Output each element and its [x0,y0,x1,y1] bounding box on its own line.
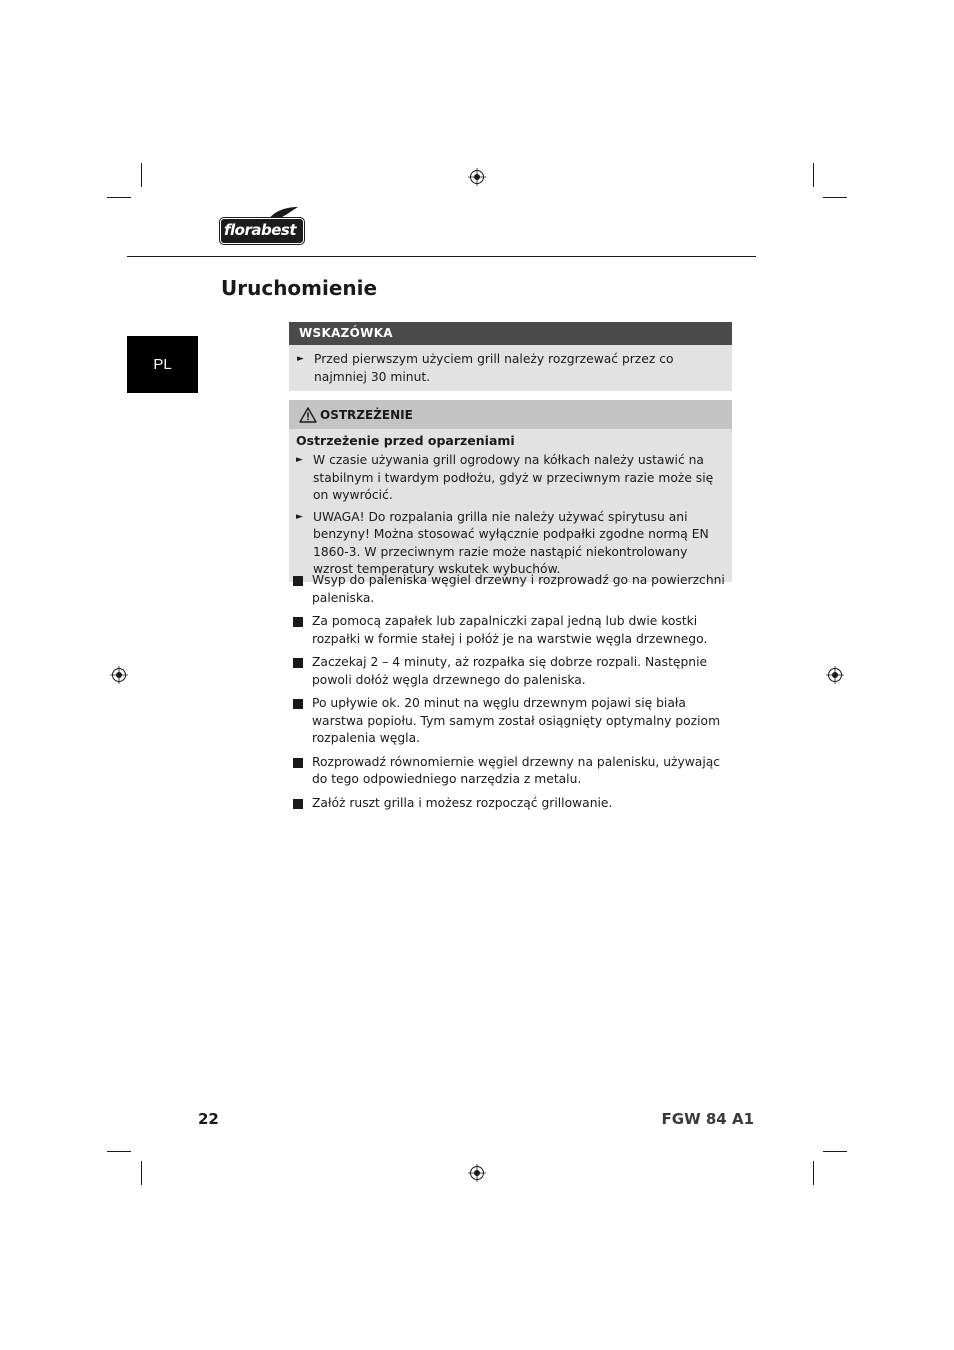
header-rule [127,256,756,257]
crop-mark-bottom-left-h [107,1151,131,1152]
step-text: Po upływie ok. 20 minut na węglu drzewnym pojawi się biała warstwa popiołu. Tym samym został osiągnięty optymalny poziom rozpalenia węgla. [312,696,721,745]
crop-mark-top-right-v [813,163,814,187]
page-number: 22 [198,1110,219,1128]
crop-mark-top-left-h [107,197,131,198]
warning-box [289,400,732,582]
warning-header [289,400,732,429]
model-number: FGW 84 A1 [661,1110,754,1128]
warning-item-text: W czasie używania grill ogrodowy na kółkach należy ustawić na stabilnym i twardym podłożu, gdyż w przeciwnym razie może się on wywrócić. [313,453,714,502]
crop-mark-top-right-h [823,197,847,198]
crop-mark-bottom-left-v [141,1161,142,1185]
square-bullet-icon [293,617,303,627]
warning-triangle-icon [299,407,317,423]
crop-mark-bottom-right-h [823,1151,847,1152]
step-item [292,795,737,813]
step-text: Załóż ruszt grilla i możesz rozpocząć grillowanie. [312,795,613,810]
note-item [297,351,724,386]
arrow-right-icon: ► [296,511,303,522]
step-item [292,695,737,748]
registration-mark-icon [468,168,486,186]
square-bullet-icon [293,758,303,768]
square-bullet-icon [293,699,303,709]
brand-logo [220,206,306,246]
registration-mark-icon [468,1164,486,1182]
step-text: Rozprowadź równomiernie węgiel drzewny na palenisku, używając do tego odpowiedniego narzędzia z metalu. [312,754,721,786]
step-text: Wsyp do paleniska węgiel drzewny i rozprowadź go na powierzchni paleniska. [312,573,725,605]
note-item-text: Przed pierwszym użyciem grill należy rozgrzewać przez co najmniej 30 minut. [314,352,674,384]
square-bullet-icon [293,658,303,668]
step-item [292,572,737,607]
crop-mark-bottom-right-v [813,1161,814,1185]
arrow-right-icon: ► [296,455,303,465]
steps-list [292,572,737,818]
warning-subheading: Ostrzeżenie przed oparzeniami [296,433,515,448]
warning-item [296,452,724,505]
step-item [292,654,737,689]
step-text: Za pomocą zapałek lub zapalniczki zapal jedną lub dwie kostki rozpałki w formie stałej i połóż je na warstwie węgla drzewnego. [312,614,708,646]
language-tab [127,336,198,393]
warning-body [289,429,732,582]
arrow-right-icon: ► [297,354,304,364]
registration-mark-icon [826,666,844,684]
step-item [292,613,737,648]
language-tab-label: PL [153,356,172,373]
note-box [289,322,732,391]
crop-mark-top-left-v [141,163,142,187]
warning-item [296,509,724,579]
square-bullet-icon [293,799,303,809]
warning-heading: OSTRZEŻENIE [320,407,413,422]
note-body [289,345,732,391]
page-title: Uruchomienie [221,276,378,300]
step-item [292,754,737,789]
warning-item-text: UWAGA! Do rozpalania grilla nie należy używać spirytusu ani benzyny! Można stosować wyłącznie podpałki zgodne normą EN 1860-3. W przeciwnym razie może nastąpić niekontrolowany wzrost temperatury wskutek wybuchów. [313,509,709,576]
step-text: Zaczekaj 2 – 4 minuty, aż rozpałka się dobrze rozpali. Następnie powoli dołóż węgla drzewnego do paleniska. [312,655,708,687]
logo-text: florabest [224,221,297,239]
note-heading: WSKAZÓWKA [289,322,732,345]
registration-mark-icon [110,666,128,684]
square-bullet-icon [293,576,303,586]
